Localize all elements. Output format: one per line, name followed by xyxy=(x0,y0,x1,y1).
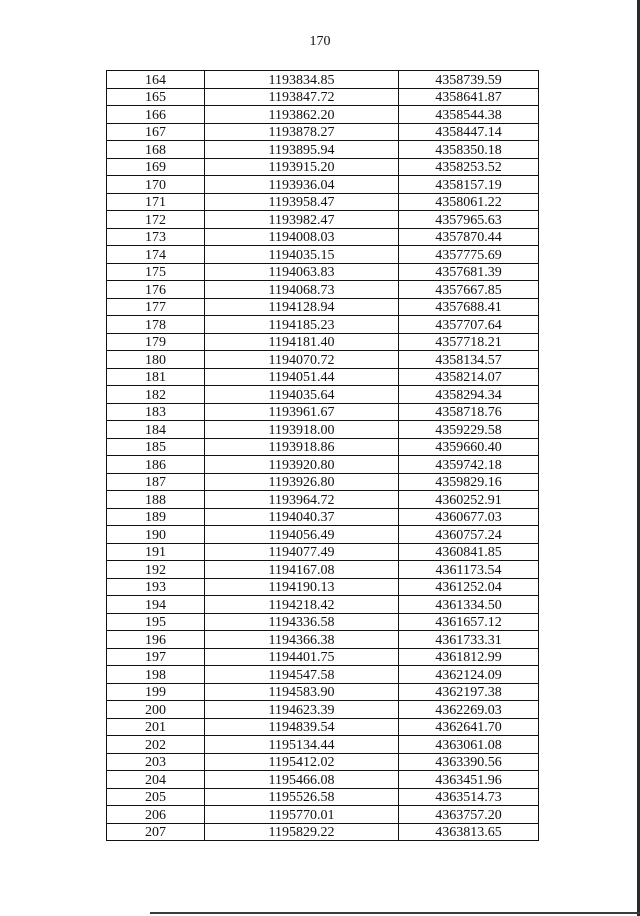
point-number-cell: 190 xyxy=(107,526,205,544)
y-coordinate-cell: 4361812.99 xyxy=(399,648,539,666)
y-coordinate-cell: 4357718.21 xyxy=(399,333,539,351)
x-coordinate-cell: 1194070.72 xyxy=(205,351,399,369)
point-number-cell: 202 xyxy=(107,736,205,754)
y-coordinate-cell: 4357688.41 xyxy=(399,298,539,316)
y-coordinate-cell: 4358294.34 xyxy=(399,386,539,404)
point-number-cell: 204 xyxy=(107,771,205,789)
y-coordinate-cell: 4359829.16 xyxy=(399,473,539,491)
table-row xyxy=(107,228,539,246)
y-coordinate-cell: 4360677.03 xyxy=(399,508,539,526)
table-row xyxy=(107,771,539,789)
x-coordinate-cell: 1193847.72 xyxy=(205,88,399,106)
table-row xyxy=(107,508,539,526)
table-row xyxy=(107,578,539,596)
x-coordinate-cell: 1194547.58 xyxy=(205,666,399,684)
y-coordinate-cell: 4360841.85 xyxy=(399,543,539,561)
page-number: 170 xyxy=(309,34,331,49)
x-coordinate-cell: 1194218.42 xyxy=(205,596,399,614)
point-number-cell: 206 xyxy=(107,806,205,824)
x-coordinate-cell: 1195526.58 xyxy=(205,788,399,806)
y-coordinate-cell: 4362124.09 xyxy=(399,666,539,684)
table-row xyxy=(107,718,539,736)
y-coordinate-cell: 4358214.07 xyxy=(399,368,539,386)
point-number-cell: 171 xyxy=(107,193,205,211)
x-coordinate-cell: 1195466.08 xyxy=(205,771,399,789)
coordinates-table xyxy=(106,70,539,841)
table-row xyxy=(107,333,539,351)
table-row xyxy=(107,193,539,211)
table-row xyxy=(107,88,539,106)
table-row xyxy=(107,596,539,614)
table-row xyxy=(107,141,539,159)
x-coordinate-cell: 1194185.23 xyxy=(205,316,399,334)
y-coordinate-cell: 4362197.38 xyxy=(399,683,539,701)
table-row xyxy=(107,211,539,229)
y-coordinate-cell: 4357667.85 xyxy=(399,281,539,299)
coordinates-table-body xyxy=(107,71,539,841)
x-coordinate-cell: 1195829.22 xyxy=(205,823,399,841)
point-number-cell: 164 xyxy=(107,71,205,89)
x-coordinate-cell: 1193920.80 xyxy=(205,456,399,474)
point-number-cell: 197 xyxy=(107,648,205,666)
x-coordinate-cell: 1194077.49 xyxy=(205,543,399,561)
x-coordinate-cell: 1194068.73 xyxy=(205,281,399,299)
point-number-cell: 196 xyxy=(107,631,205,649)
x-coordinate-cell: 1193834.85 xyxy=(205,71,399,89)
table-row xyxy=(107,71,539,89)
table-row xyxy=(107,648,539,666)
point-number-cell: 194 xyxy=(107,596,205,614)
point-number-cell: 179 xyxy=(107,333,205,351)
x-coordinate-cell: 1193961.67 xyxy=(205,403,399,421)
y-coordinate-cell: 4358350.18 xyxy=(399,141,539,159)
point-number-cell: 167 xyxy=(107,123,205,141)
y-coordinate-cell: 4358253.52 xyxy=(399,158,539,176)
y-coordinate-cell: 4361252.04 xyxy=(399,578,539,596)
y-coordinate-cell: 4361657.12 xyxy=(399,613,539,631)
point-number-cell: 203 xyxy=(107,753,205,771)
table-row xyxy=(107,683,539,701)
y-coordinate-cell: 4363451.96 xyxy=(399,771,539,789)
point-number-cell: 189 xyxy=(107,508,205,526)
y-coordinate-cell: 4357707.64 xyxy=(399,316,539,334)
table-row xyxy=(107,298,539,316)
x-coordinate-cell: 1193964.72 xyxy=(205,491,399,509)
x-coordinate-cell: 1193926.80 xyxy=(205,473,399,491)
table-row xyxy=(107,106,539,124)
point-number-cell: 205 xyxy=(107,788,205,806)
point-number-cell: 177 xyxy=(107,298,205,316)
y-coordinate-cell: 4357775.69 xyxy=(399,246,539,264)
y-coordinate-cell: 4357870.44 xyxy=(399,228,539,246)
point-number-cell: 176 xyxy=(107,281,205,299)
x-coordinate-cell: 1194035.64 xyxy=(205,386,399,404)
y-coordinate-cell: 4359660.40 xyxy=(399,438,539,456)
x-coordinate-cell: 1193862.20 xyxy=(205,106,399,124)
point-number-cell: 165 xyxy=(107,88,205,106)
point-number-cell: 192 xyxy=(107,561,205,579)
table-row xyxy=(107,281,539,299)
table-row xyxy=(107,456,539,474)
y-coordinate-cell: 4362641.70 xyxy=(399,718,539,736)
x-coordinate-cell: 1193918.86 xyxy=(205,438,399,456)
table-row xyxy=(107,158,539,176)
x-coordinate-cell: 1194008.03 xyxy=(205,228,399,246)
table-row xyxy=(107,316,539,334)
y-coordinate-cell: 4363514.73 xyxy=(399,788,539,806)
x-coordinate-cell: 1195134.44 xyxy=(205,736,399,754)
x-coordinate-cell: 1194366.38 xyxy=(205,631,399,649)
point-number-cell: 180 xyxy=(107,351,205,369)
y-coordinate-cell: 4358157.19 xyxy=(399,176,539,194)
table-row xyxy=(107,403,539,421)
y-coordinate-cell: 4358134.57 xyxy=(399,351,539,369)
table-row xyxy=(107,526,539,544)
point-number-cell: 191 xyxy=(107,543,205,561)
point-number-cell: 201 xyxy=(107,718,205,736)
x-coordinate-cell: 1193878.27 xyxy=(205,123,399,141)
y-coordinate-cell: 4363813.65 xyxy=(399,823,539,841)
point-number-cell: 173 xyxy=(107,228,205,246)
y-coordinate-cell: 4358447.14 xyxy=(399,123,539,141)
table-row xyxy=(107,806,539,824)
point-number-cell: 187 xyxy=(107,473,205,491)
point-number-cell: 188 xyxy=(107,491,205,509)
table-row xyxy=(107,176,539,194)
table-row xyxy=(107,543,539,561)
x-coordinate-cell: 1193936.04 xyxy=(205,176,399,194)
table-row xyxy=(107,613,539,631)
table-row xyxy=(107,736,539,754)
y-coordinate-cell: 4361733.31 xyxy=(399,631,539,649)
point-number-cell: 168 xyxy=(107,141,205,159)
table-row xyxy=(107,473,539,491)
y-coordinate-cell: 4361173.54 xyxy=(399,561,539,579)
y-coordinate-cell: 4360757.24 xyxy=(399,526,539,544)
x-coordinate-cell: 1194839.54 xyxy=(205,718,399,736)
point-number-cell: 200 xyxy=(107,701,205,719)
table-row xyxy=(107,788,539,806)
x-coordinate-cell: 1194190.13 xyxy=(205,578,399,596)
x-coordinate-cell: 1194401.75 xyxy=(205,648,399,666)
x-coordinate-cell: 1193918.00 xyxy=(205,421,399,439)
x-coordinate-cell: 1194181.40 xyxy=(205,333,399,351)
point-number-cell: 182 xyxy=(107,386,205,404)
table-row xyxy=(107,368,539,386)
x-coordinate-cell: 1194623.39 xyxy=(205,701,399,719)
point-number-cell: 181 xyxy=(107,368,205,386)
point-number-cell: 198 xyxy=(107,666,205,684)
point-number-cell: 178 xyxy=(107,316,205,334)
x-coordinate-cell: 1193895.94 xyxy=(205,141,399,159)
point-number-cell: 184 xyxy=(107,421,205,439)
x-coordinate-cell: 1194128.94 xyxy=(205,298,399,316)
table-row xyxy=(107,386,539,404)
scan-edge-bottom xyxy=(150,912,640,914)
point-number-cell: 185 xyxy=(107,438,205,456)
table-row xyxy=(107,421,539,439)
y-coordinate-cell: 4358061.22 xyxy=(399,193,539,211)
point-number-cell: 172 xyxy=(107,211,205,229)
point-number-cell: 199 xyxy=(107,683,205,701)
x-coordinate-cell: 1195412.02 xyxy=(205,753,399,771)
table-row xyxy=(107,438,539,456)
x-coordinate-cell: 1194063.83 xyxy=(205,263,399,281)
x-coordinate-cell: 1194583.90 xyxy=(205,683,399,701)
y-coordinate-cell: 4358544.38 xyxy=(399,106,539,124)
y-coordinate-cell: 4357965.63 xyxy=(399,211,539,229)
table-row xyxy=(107,123,539,141)
x-coordinate-cell: 1193915.20 xyxy=(205,158,399,176)
y-coordinate-cell: 4359742.18 xyxy=(399,456,539,474)
table-row xyxy=(107,351,539,369)
table-row xyxy=(107,631,539,649)
point-number-cell: 170 xyxy=(107,176,205,194)
y-coordinate-cell: 4358739.59 xyxy=(399,71,539,89)
y-coordinate-cell: 4360252.91 xyxy=(399,491,539,509)
y-coordinate-cell: 4363390.56 xyxy=(399,753,539,771)
table-row xyxy=(107,246,539,264)
table-row xyxy=(107,701,539,719)
y-coordinate-cell: 4358718.76 xyxy=(399,403,539,421)
x-coordinate-cell: 1195770.01 xyxy=(205,806,399,824)
table-row xyxy=(107,561,539,579)
y-coordinate-cell: 4362269.03 xyxy=(399,701,539,719)
point-number-cell: 207 xyxy=(107,823,205,841)
y-coordinate-cell: 4361334.50 xyxy=(399,596,539,614)
point-number-cell: 193 xyxy=(107,578,205,596)
table-row xyxy=(107,823,539,841)
x-coordinate-cell: 1194051.44 xyxy=(205,368,399,386)
point-number-cell: 166 xyxy=(107,106,205,124)
table-row xyxy=(107,753,539,771)
table-row xyxy=(107,263,539,281)
point-number-cell: 175 xyxy=(107,263,205,281)
point-number-cell: 174 xyxy=(107,246,205,264)
point-number-cell: 183 xyxy=(107,403,205,421)
y-coordinate-cell: 4363757.20 xyxy=(399,806,539,824)
x-coordinate-cell: 1194035.15 xyxy=(205,246,399,264)
point-number-cell: 195 xyxy=(107,613,205,631)
y-coordinate-cell: 4359229.58 xyxy=(399,421,539,439)
x-coordinate-cell: 1193982.47 xyxy=(205,211,399,229)
x-coordinate-cell: 1194040.37 xyxy=(205,508,399,526)
table-row xyxy=(107,491,539,509)
y-coordinate-cell: 4357681.39 xyxy=(399,263,539,281)
x-coordinate-cell: 1193958.47 xyxy=(205,193,399,211)
x-coordinate-cell: 1194167.08 xyxy=(205,561,399,579)
point-number-cell: 169 xyxy=(107,158,205,176)
x-coordinate-cell: 1194056.49 xyxy=(205,526,399,544)
y-coordinate-cell: 4363061.08 xyxy=(399,736,539,754)
point-number-cell: 186 xyxy=(107,456,205,474)
table-row xyxy=(107,666,539,684)
y-coordinate-cell: 4358641.87 xyxy=(399,88,539,106)
x-coordinate-cell: 1194336.58 xyxy=(205,613,399,631)
